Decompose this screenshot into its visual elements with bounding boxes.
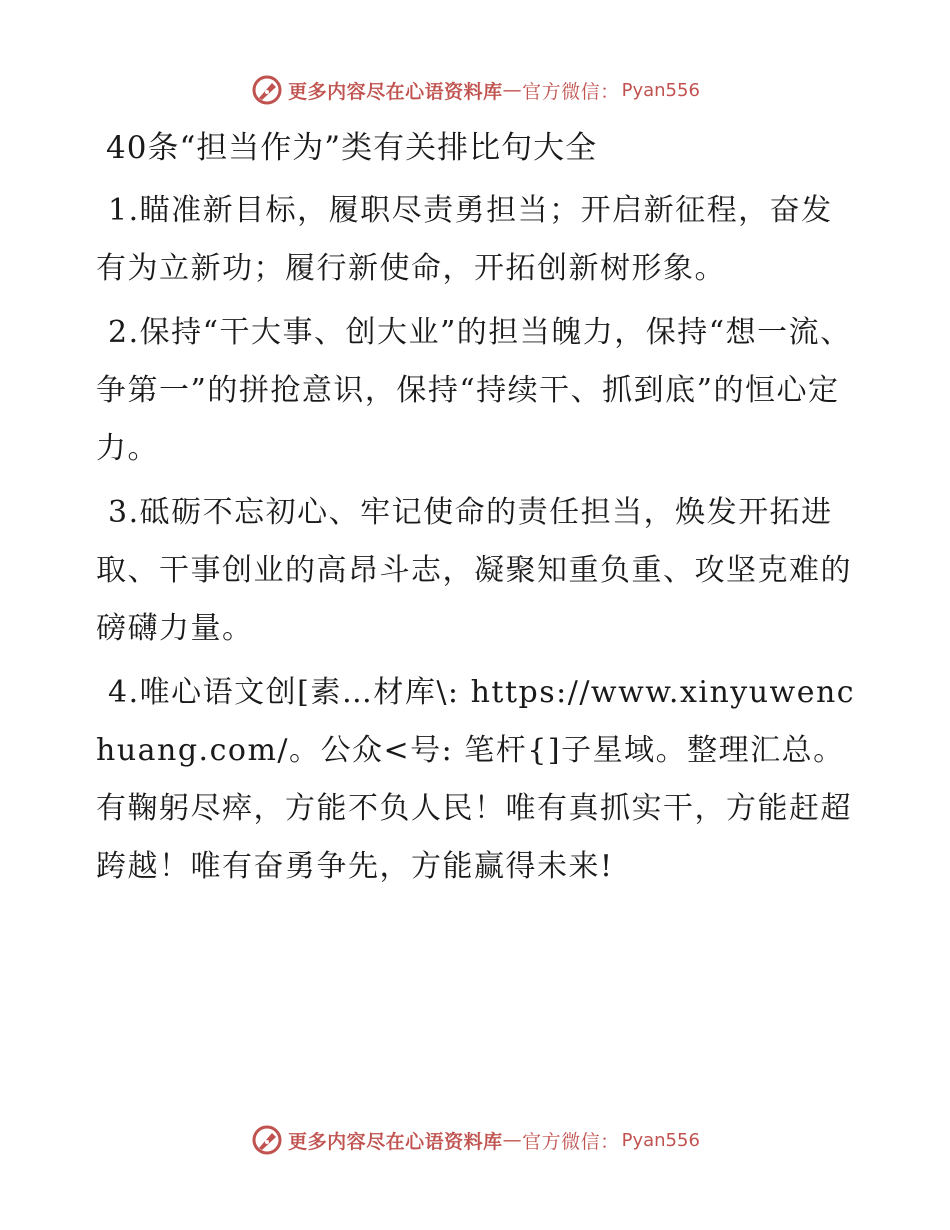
footer-banner-dash: — xyxy=(502,1129,523,1151)
paragraph-1: 1.瞄准新目标，履职尽责勇担当；开启新征程，奋发有为立新功；履行新使命，开拓创新树形象。 xyxy=(96,193,833,286)
banner-wechat-label: 官方微信： xyxy=(522,80,620,103)
banner-dash: — xyxy=(502,79,523,101)
footer-banner xyxy=(0,1120,950,1160)
pen-nib-logo-icon xyxy=(250,73,284,107)
footer-banner-wechat-label: 官方微信： xyxy=(522,1130,620,1153)
banner-wechat-id: Pyan556 xyxy=(621,79,700,101)
pen-nib-logo-icon xyxy=(250,1123,284,1157)
banner-main-text: 更多内容尽在心语资料库 xyxy=(288,80,503,103)
paragraph-4: 4.唯心语文创[素…材库\: https://www.xinyuwenchuang.com/。公众<号: 笔杆{]子星域。整理汇总。有鞠躬尽瘁，方能不负人民！唯有真抓实干，方能赶超跨越！唯有奋勇争先，方能赢得未来! xyxy=(96,675,856,884)
footer-banner-main-text: 更多内容尽在心语资料库 xyxy=(288,1130,503,1153)
document-body xyxy=(96,122,856,902)
document-title: 40条“担当作为”类有关排比句大全 xyxy=(106,130,598,166)
header-banner xyxy=(0,70,950,110)
footer-banner-wechat-id: Pyan556 xyxy=(621,1129,700,1151)
paragraph-3: 3.砥砺不忘初心、牢记使命的责任担当，焕发开拓进取、干事创业的高昂斗志，凝聚知重负重、攻坚克难的磅礴力量。 xyxy=(96,495,852,646)
paragraph-2: 2.保持“干大事、创大业”的担当魄力，保持“想一流、争第一”的拼抢意识，保持“持续干、抓到底”的恒心定力。 xyxy=(96,315,852,466)
